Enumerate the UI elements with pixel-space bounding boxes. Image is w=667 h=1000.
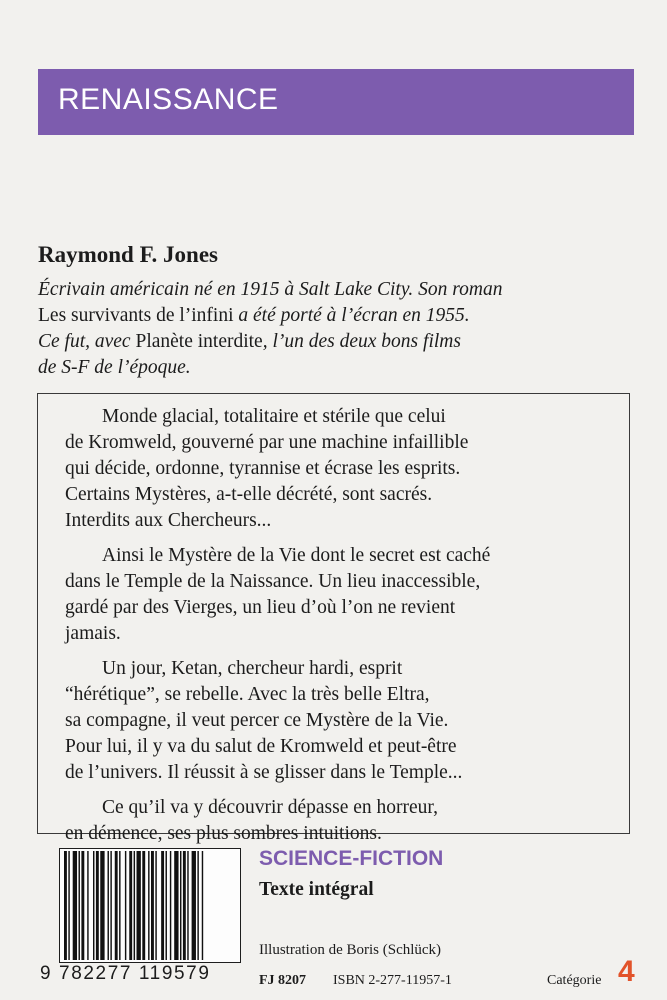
category-label: Catégorie (547, 973, 602, 988)
barcode-bar (166, 851, 167, 960)
bio-text-italic: Écrivain américain né en 1915 à Salt Lake City. Son roman (38, 279, 503, 300)
barcode-bar (73, 851, 77, 960)
author-name: Raymond F. Jones (38, 242, 218, 267)
synopsis-line: Ce qu’il va y découvrir dépasse en horreur, (102, 797, 439, 818)
bio-text-italic: a été porté à l’écran en 1955. (233, 305, 470, 326)
synopsis-line: de Kromweld, gouverné par une machine infaillible (65, 432, 469, 453)
barcode-bar (87, 851, 88, 960)
barcode-bar (100, 851, 104, 960)
barcode-bar (64, 851, 67, 960)
barcode-bar (174, 851, 178, 960)
synopsis-paragraph (65, 404, 625, 534)
barcode-bar (170, 851, 171, 960)
barcode-bar (134, 851, 135, 960)
bio-line (38, 277, 638, 303)
barcode-bar (129, 851, 132, 960)
barcode-bars (60, 849, 240, 962)
synopsis-paragraph (65, 795, 625, 847)
barcode-bar (202, 851, 203, 960)
bio-text-italic: Ce fut, avec (38, 331, 136, 352)
barcode-bar (79, 851, 80, 960)
bio-title: Les survivants de l’infini (38, 305, 234, 326)
barcode-bar (137, 851, 141, 960)
barcode-bar (125, 851, 126, 960)
synopsis-line: dans le Temple de la Naissance. Un lieu inaccessible, (65, 571, 481, 592)
bio-text-italic: , l’un des deux bons films (262, 331, 461, 352)
synopsis-line: Pour lui, il y va du salut de Kromweld et peut-être (65, 736, 457, 757)
synopsis-line: Certains Mystères, a-t-elle décrété, sont sacrés. (65, 484, 433, 505)
barcode-bar (68, 851, 69, 960)
barcode-bar (110, 851, 111, 960)
barcode-bar (197, 851, 198, 960)
series-banner (38, 69, 634, 135)
bio-line (38, 303, 638, 329)
barcode-bar (81, 851, 84, 960)
barcode-bar (142, 851, 145, 960)
bio-title: Planète interdite (135, 331, 263, 352)
category-number: 4 (618, 955, 635, 988)
barcode-bar (151, 851, 154, 960)
synopsis-line: “hérétique”, se rebelle. Avec la très belle Eltra, (65, 684, 430, 705)
illustration-credit: Illustration de Boris (Schlück) (259, 942, 442, 958)
synopsis-paragraph (65, 543, 625, 647)
synopsis-text (65, 404, 625, 856)
barcode-bar (119, 851, 120, 960)
bio-line (38, 355, 638, 381)
barcode-bar (187, 851, 188, 960)
synopsis-box (37, 393, 630, 844)
barcode-bar (192, 851, 196, 960)
synopsis-line: Monde glacial, totalitaire et stérile que celui (102, 406, 446, 427)
barcode-bar (93, 851, 94, 960)
synopsis-line: sa compagne, il veut percer ce Mystère de la Vie. (65, 710, 449, 731)
synopsis-line: Ainsi le Mystère de la Vie dont le secret est caché (102, 545, 491, 566)
bio-text-italic: de S-F de l’époque. (38, 357, 191, 378)
synopsis-line: en démence, ses plus sombres intuitions. (65, 823, 382, 844)
barcode (59, 848, 241, 963)
synopsis-line: de l’univers. Il réussit à se glisser dans le Temple... (65, 762, 463, 783)
synopsis-line: qui décide, ordonne, tyrannise et écrase les esprits. (65, 458, 461, 479)
series-title: RENAISSANCE (58, 83, 279, 116)
genre-label: SCIENCE-FICTION (259, 847, 444, 870)
barcode-bar (183, 851, 186, 960)
author-bio (38, 277, 638, 381)
barcode-bar (155, 851, 156, 960)
synopsis-paragraph (65, 656, 625, 786)
synopsis-line: Interdits aux Chercheurs... (65, 510, 272, 531)
synopsis-line: gardé par des Vierges, un lieu d’où l’on ne revient (65, 597, 456, 618)
barcode-bar (115, 851, 118, 960)
isbn: ISBN 2-277-11957-1 (333, 973, 452, 988)
barcode-bar (96, 851, 99, 960)
synopsis-line: Un jour, Ketan, chercheur hardi, esprit (102, 658, 403, 679)
barcode-bar (148, 851, 149, 960)
barcode-bar (108, 851, 109, 960)
edition-label: Texte intégral (259, 879, 374, 900)
catalog-code: FJ 8207 (259, 973, 307, 988)
barcode-bar (180, 851, 181, 960)
bio-line (38, 329, 638, 355)
barcode-number: 9 782277 119579 (40, 963, 211, 984)
synopsis-line: jamais. (65, 623, 121, 644)
barcode-bar (161, 851, 164, 960)
